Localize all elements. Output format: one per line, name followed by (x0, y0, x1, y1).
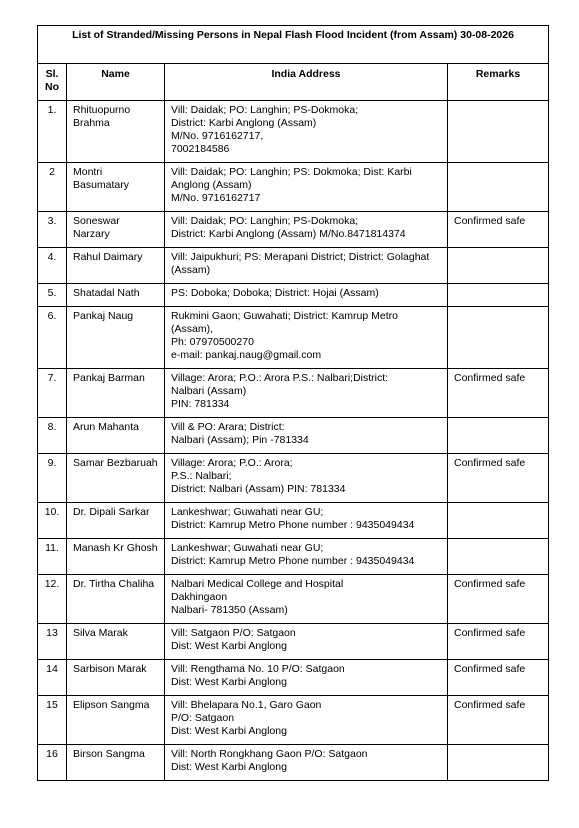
table-row (38, 248, 549, 284)
row-remarks (448, 539, 549, 575)
header-sl-no: Sl. No (38, 64, 67, 101)
row-remarks (448, 418, 549, 454)
table-row (38, 163, 549, 212)
row-name: Samar Bezbaruah (67, 454, 165, 503)
header-india-address: India Address (165, 64, 448, 101)
row-india-address: Vill: Rengthama No. 10 P/O: Satgaon Dist: West Karbi Anglong (165, 660, 448, 696)
title-row (38, 26, 549, 64)
table-row (38, 575, 549, 624)
table-row (38, 284, 549, 307)
row-sl-no: 13 (38, 624, 67, 660)
row-india-address: Village: Arora; P.O.: Arora P.S.: Nalbari;District: Nalbari (Assam) PIN: 781334 (165, 369, 448, 418)
table-row (38, 745, 549, 781)
table-row (38, 369, 549, 418)
header-remarks: Remarks (448, 64, 549, 101)
row-name: Dr. Dipali Sarkar (67, 503, 165, 539)
document-title: List of Stranded/Missing Persons in Nepal Flash Flood Incident (from Assam) 30-08-2026 (38, 26, 549, 64)
row-sl-no: 3. (38, 212, 67, 248)
row-sl-no: 12. (38, 575, 67, 624)
row-name: Manash Kr Ghosh (67, 539, 165, 575)
row-remarks (448, 248, 549, 284)
table-row (38, 212, 549, 248)
row-name: Dr. Tirtha Chaliha (67, 575, 165, 624)
row-sl-no: 1. (38, 101, 67, 163)
row-remarks: Confirmed safe (448, 624, 549, 660)
row-remarks (448, 503, 549, 539)
row-remarks: Confirmed safe (448, 660, 549, 696)
table-row (38, 624, 549, 660)
row-india-address: Vill: Jaipukhuri; PS: Merapani District; District: Golaghat (Assam) (165, 248, 448, 284)
row-sl-no: 9. (38, 454, 67, 503)
row-india-address: PS: Doboka; Doboka; District: Hojai (Assam) (165, 284, 448, 307)
table-row (38, 307, 549, 369)
row-name: Silva Marak (67, 624, 165, 660)
stranded-persons-table (37, 25, 549, 781)
row-india-address: Lankeshwar; Guwahati near GU; District: Kamrup Metro Phone number : 9435049434 (165, 503, 448, 539)
row-remarks (448, 307, 549, 369)
row-name: Sarbison Marak (67, 660, 165, 696)
row-remarks: Confirmed safe (448, 696, 549, 745)
row-name: Rahul Daimary (67, 248, 165, 284)
table-row (38, 101, 549, 163)
table-row (38, 418, 549, 454)
row-india-address: Nalbari Medical College and Hospital Dakhingaon Nalbari- 781350 (Assam) (165, 575, 448, 624)
row-sl-no: 6. (38, 307, 67, 369)
row-sl-no: 7. (38, 369, 67, 418)
row-sl-no: 4. (38, 248, 67, 284)
row-sl-no: 15 (38, 696, 67, 745)
row-name: Elipson Sangma (67, 696, 165, 745)
row-sl-no: 8. (38, 418, 67, 454)
row-sl-no: 16 (38, 745, 67, 781)
row-india-address: Vill: Daidak; PO: Langhin; PS-Dokmoka; District: Karbi Anglong (Assam) M/No. 9716162717, 7002184586 (165, 101, 448, 163)
table-row (38, 696, 549, 745)
row-sl-no: 10. (38, 503, 67, 539)
row-remarks (448, 101, 549, 163)
table-row (38, 660, 549, 696)
row-name: Birson Sangma (67, 745, 165, 781)
row-india-address: Vill & PO: Arara; District: Nalbari (Assam); Pin -781334 (165, 418, 448, 454)
row-remarks: Confirmed safe (448, 369, 549, 418)
row-remarks: Confirmed safe (448, 575, 549, 624)
row-india-address: Vill: Satgaon P/O: Satgaon Dist: West Karbi Anglong (165, 624, 448, 660)
row-sl-no: 5. (38, 284, 67, 307)
row-india-address: Lankeshwar; Guwahati near GU; District: Kamrup Metro Phone number : 9435049434 (165, 539, 448, 575)
row-india-address: Village: Arora; P.O.: Arora; P.S.: Nalbari; District: Nalbari (Assam) PIN: 781334 (165, 454, 448, 503)
table-row (38, 539, 549, 575)
row-name: Shatadal Nath (67, 284, 165, 307)
row-india-address: Vill: Daidak; PO: Langhin; PS: Dokmoka; Dist: Karbi Anglong (Assam) M/No. 9716162717 (165, 163, 448, 212)
row-name: Arun Mahanta (67, 418, 165, 454)
row-remarks: Confirmed safe (448, 454, 549, 503)
row-india-address: Rukmini Gaon; Guwahati; District: Kamrup Metro (Assam), Ph: 07970500270 e-mail: pankaj.naug@gmail.com (165, 307, 448, 369)
row-india-address: Vill: North Rongkhang Gaon P/O: Satgaon Dist: West Karbi Anglong (165, 745, 448, 781)
row-sl-no: 11. (38, 539, 67, 575)
row-name: Soneswar Narzary (67, 212, 165, 248)
table-row (38, 454, 549, 503)
row-name: Montri Basumatary (67, 163, 165, 212)
row-remarks (448, 163, 549, 212)
row-india-address: Vill: Bhelapara No.1, Garo Gaon P/O: Satgaon Dist: West Karbi Anglong (165, 696, 448, 745)
row-india-address: Vill: Daidak; PO: Langhin; PS-Dokmoka; District: Karbi Anglong (Assam) M/No.8471814374 (165, 212, 448, 248)
row-remarks (448, 745, 549, 781)
row-name: Pankaj Barman (67, 369, 165, 418)
row-name: Rhituopurno Brahma (67, 101, 165, 163)
row-remarks (448, 284, 549, 307)
header-row (38, 64, 549, 101)
row-sl-no: 2 (38, 163, 67, 212)
row-sl-no: 14 (38, 660, 67, 696)
table-body (38, 101, 549, 781)
row-remarks: Confirmed safe (448, 212, 549, 248)
table-row (38, 503, 549, 539)
header-name: Name (67, 64, 165, 101)
row-name: Pankaj Naug (67, 307, 165, 369)
